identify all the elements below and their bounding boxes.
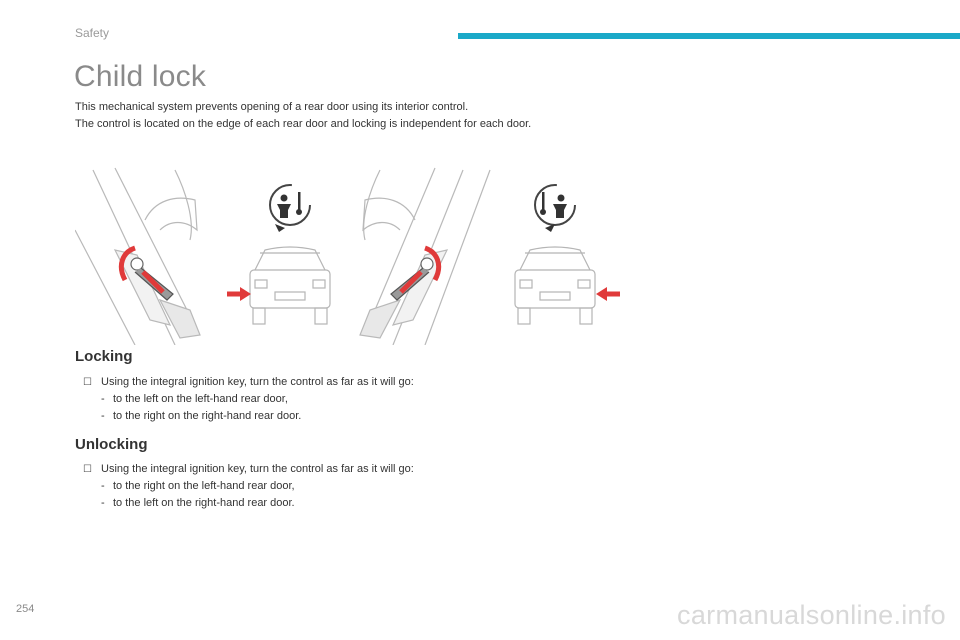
locking-heading: Locking <box>75 348 133 365</box>
locking-item-2: to the right on the right-hand rear door. <box>113 410 302 422</box>
locking-step <box>75 374 675 391</box>
door-lock-diagram-right-icon <box>360 168 490 345</box>
dash-marker: - <box>101 480 105 492</box>
page-number: 254 <box>16 603 35 615</box>
unlocking-step <box>75 461 675 478</box>
list-item <box>75 495 675 512</box>
unlocking-heading: Unlocking <box>75 436 148 453</box>
unlocking-item-2: to the left on the right-hand rear door. <box>113 497 295 509</box>
step-bullet-icon: ☐ <box>83 464 92 475</box>
intro-text <box>75 99 835 133</box>
unlocking-steps <box>75 461 675 512</box>
locking-steps <box>75 374 675 425</box>
unlocking-step-text: Using the integral ignition key, turn the control as far as it will go: <box>101 463 414 475</box>
list-item <box>75 391 675 408</box>
page-title: Child lock <box>74 60 207 93</box>
intro-line-2: The control is located on the edge of each rear door and locking is independent for each door. <box>75 118 532 130</box>
left-door-arrow-head-icon <box>240 287 251 301</box>
intro-line-1: This mechanical system prevents opening of a rear door using its interior control. <box>75 101 469 113</box>
right-door-arrow-head-icon <box>596 287 607 301</box>
locking-step-text: Using the integral ignition key, turn the control as far as it will go: <box>101 376 414 388</box>
dash-marker: - <box>101 497 105 509</box>
section-accent-bar <box>458 33 960 39</box>
child-lock-unlocked-icon <box>535 185 575 232</box>
illustrations <box>75 160 635 345</box>
dash-marker: - <box>101 393 105 405</box>
child-lock-locked-icon <box>270 185 310 232</box>
list-item <box>75 478 675 495</box>
list-item <box>75 408 675 425</box>
step-bullet-icon: ☐ <box>83 377 92 388</box>
door-lock-diagram-left-icon <box>75 168 200 345</box>
dash-marker: - <box>101 410 105 422</box>
watermark: carmanualsonline.info <box>677 600 946 630</box>
car-rear-view-right-icon <box>515 247 595 324</box>
locking-item-1: to the left on the left-hand rear door, <box>113 393 288 405</box>
section-label: Safety <box>75 26 110 40</box>
unlocking-item-1: to the right on the left-hand rear door, <box>113 480 295 492</box>
car-rear-view-left-icon <box>250 247 330 324</box>
